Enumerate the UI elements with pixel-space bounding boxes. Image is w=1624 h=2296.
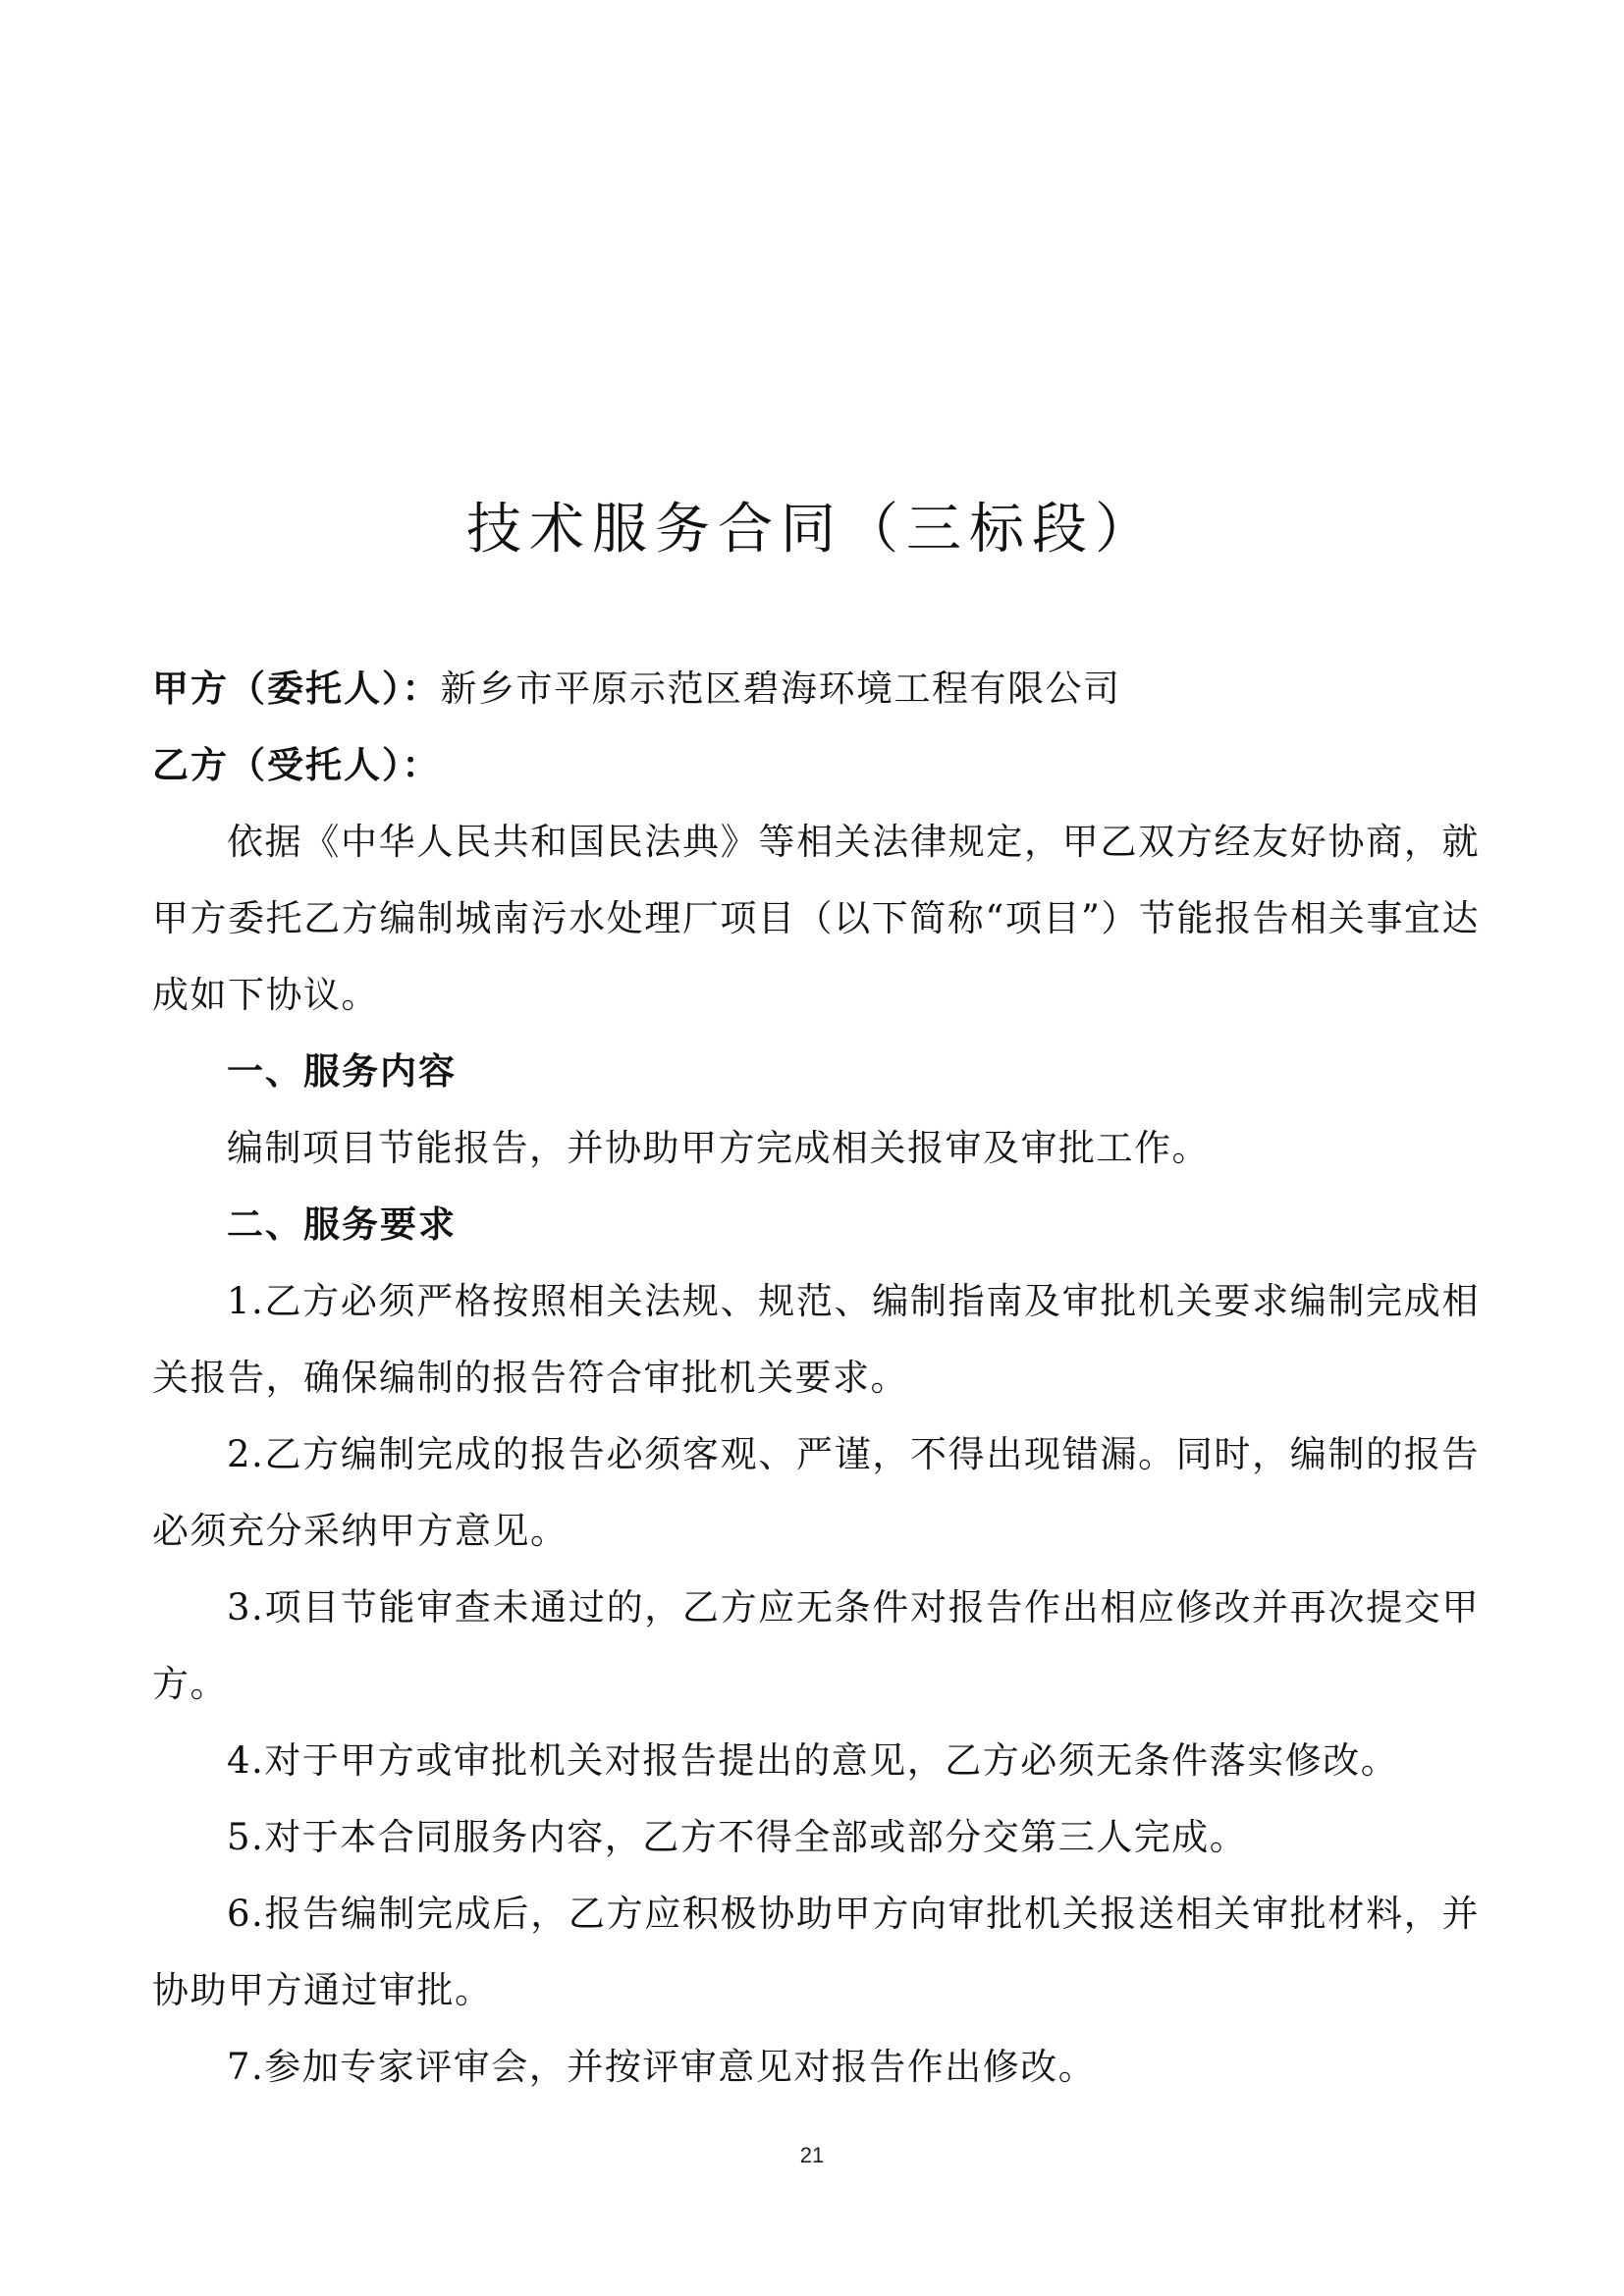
requirement-item: 2.乙方编制完成的报告必须客观、严谨，不得出现错漏。同时，编制的报告必须充分采纳甲方意见。 — [152, 1433, 1480, 1552]
requirement-item: 3.项目节能审查未通过的，乙方应无条件对报告作出相应修改并再次提交甲方。 — [152, 1586, 1480, 1705]
section-heading-service-content: 一、服务内容 — [227, 1050, 457, 1093]
contract-body — [152, 651, 1480, 2106]
requirement-item: 5.对于本合同服务内容，乙方不得全部或部分交第三人完成。 — [227, 1816, 1248, 1858]
party-a-label: 甲方（委托人）： — [152, 667, 441, 710]
party-b-line — [152, 727, 1480, 804]
party-a-name: 新乡市平原示范区碧海环境工程有限公司 — [440, 667, 1121, 710]
section-text-service-content: 编制项目节能报告，并协助甲方完成相关报审及审批工作。 — [227, 1127, 1210, 1169]
requirement-item: 6.报告编制完成后，乙方应积极协助甲方向审批机关报送相关审批材料，并协助甲方通过审批。 — [152, 1893, 1480, 2011]
requirement-item: 7.参加专家评审会，并按评审意见对报告作出修改。 — [227, 2046, 1097, 2088]
section-heading-service-requirements: 二、服务要求 — [227, 1203, 457, 1246]
requirement-item: 4.对于甲方或审批机关对报告提出的意见，乙方必须无条件落实修改。 — [227, 1739, 1399, 1782]
party-b-label: 乙方（受托人）： — [152, 744, 441, 786]
party-a-line — [152, 651, 1480, 727]
intro-paragraph: 依据《中华人民共和国民法典》等相关法律规定，甲乙双方经友好协商，就甲方委托乙方编制城南污水处理厂项目（以下简称“项目”）节能报告相关事宜达成如下协议。 — [152, 821, 1480, 1016]
document-title: 技术服务合同（三标段） — [466, 498, 1158, 561]
requirement-item: 1.乙方必须严格按照相关法规、规范、编制指南及审批机关要求编制完成相关报告，确保编制的报告符合审批机关要求。 — [152, 1280, 1480, 1399]
page-number: 21 — [799, 2143, 825, 2167]
